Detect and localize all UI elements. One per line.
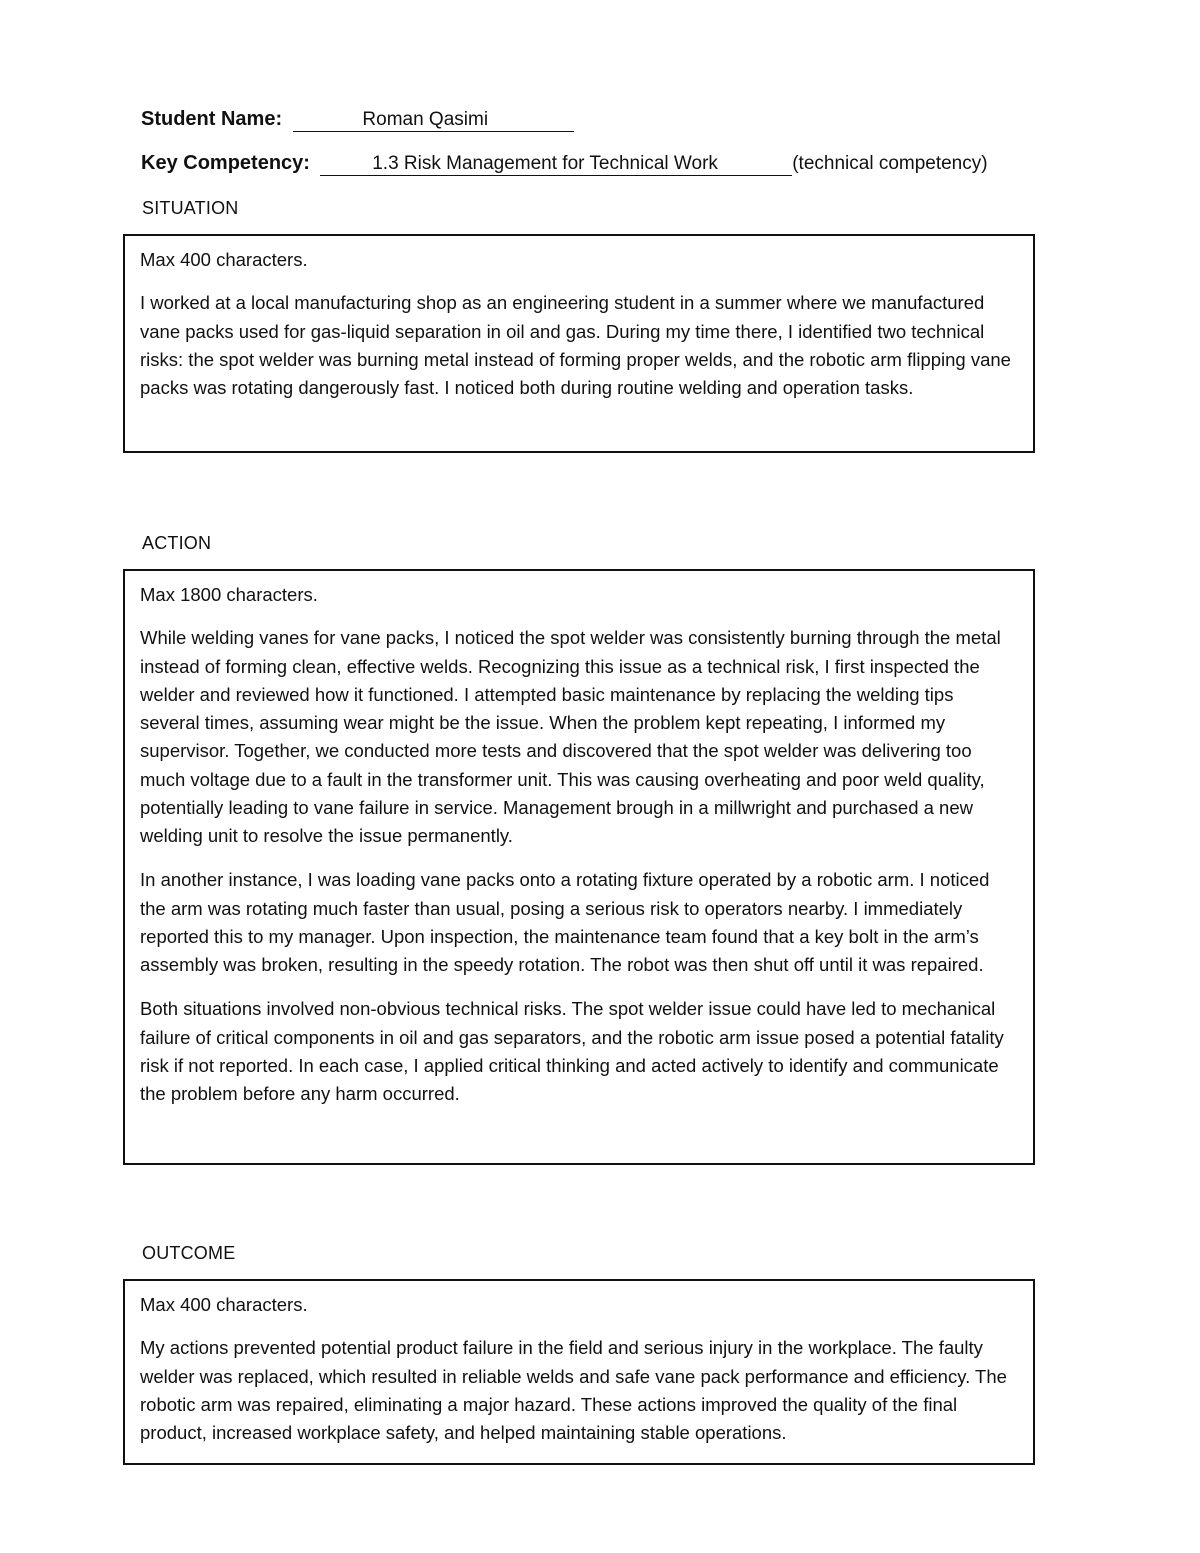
outcome-heading: OUTCOME xyxy=(142,1243,236,1263)
situation-box xyxy=(123,234,1035,453)
outcome-box xyxy=(123,1279,1035,1465)
key-competency-value: 1.3 Risk Management for Technical Work xyxy=(372,153,718,174)
situation-paragraph: I worked at a local manufacturing shop as an engineering student in a summer where we manufactured vane packs used for gas-liquid separation in oil and gas. During my time there, I identified two technical risks: the spot welder was burning metal instead of forming proper welds, and the robotic arm flipping vane packs was rotating dangerously fast. I noticed both during routine welding and operation tasks. xyxy=(140,292,1011,399)
action-limit: Max 1800 characters. xyxy=(140,584,318,605)
action-box xyxy=(123,569,1035,1165)
student-name-field xyxy=(293,109,574,132)
student-name-row xyxy=(141,108,574,132)
student-name-label: Student Name: xyxy=(141,108,283,130)
key-competency-row xyxy=(141,152,988,176)
outcome-paragraph: My actions prevented potential product failure in the field and serious injury in the workplace. The faulty welder was replaced, which resulted in reliable welds and safe vane pack performance and efficiency. The robotic arm was repaired, eliminating a major hazard. These actions improved the quality of the final product, increased workplace safety, and helped maintaining stable operations. xyxy=(140,1337,1007,1444)
action-paragraph-3: Both situations involved non-obvious technical risks. The spot welder issue could have led to mechanical failure of critical components in oil and gas separators, and the robotic arm issue posed a potential fatality risk if not reported. In each case, I applied critical thinking and acted actively to identify and communicate the problem before any harm occurred. xyxy=(140,998,1004,1105)
situation-limit: Max 400 characters. xyxy=(140,249,308,270)
action-heading: ACTION xyxy=(142,533,212,553)
key-competency-note: (technical competency) xyxy=(792,153,988,174)
action-paragraph-2: In another instance, I was loading vane packs onto a rotating fixture operated by a robotic arm. I noticed the arm was rotating much faster than usual, posing a serious risk to operators nearby. I immediately reported this to my manager. Upon inspection, the maintenance team found that a key bolt in the arm’s assembly was broken, resulting in the speedy rotation. The robot was then shut off until it was repaired. xyxy=(140,869,990,976)
key-competency-field xyxy=(320,153,792,176)
action-paragraph-1: While welding vanes for vane packs, I noticed the spot welder was consistently burning through the metal instead of forming clean, effective welds. Recognizing this issue as a technical risk, I first inspected the welder and reviewed how it functioned. I attempted basic maintenance by replacing the welding tips several times, assuming wear might be the issue. When the problem kept repeating, I informed my supervisor. Together, we conducted more tests and discovered that the spot welder was delivering too much voltage due to a fault in the transformer unit. This was causing overheating and poor weld quality, potentially leading to vane failure in service. Management brough in a millwright and purchased a new welding unit to resolve the issue permanently. xyxy=(140,627,1001,847)
key-competency-label: Key Competency: xyxy=(141,152,310,174)
outcome-limit: Max 400 characters. xyxy=(140,1294,308,1315)
situation-heading: SITUATION xyxy=(142,198,239,218)
student-name-value: Roman Qasimi xyxy=(362,109,489,130)
